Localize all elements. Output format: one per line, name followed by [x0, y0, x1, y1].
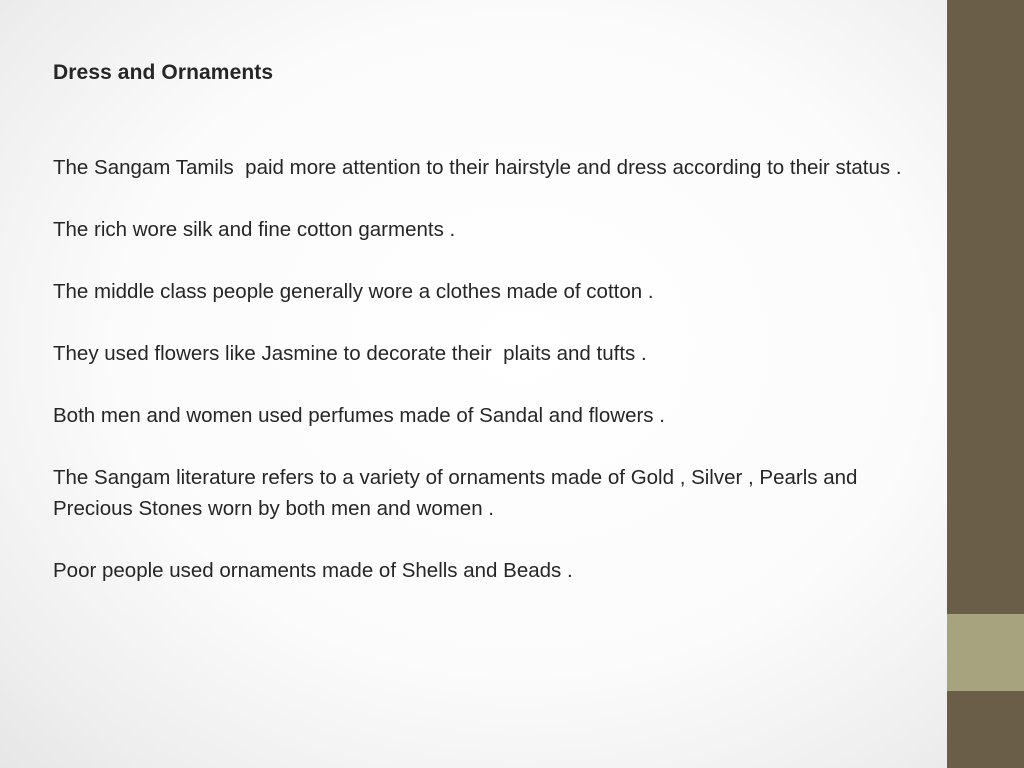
- slide-body: [53, 152, 933, 617]
- body-paragraph: Both men and women used perfumes made of Sandal and flowers .: [53, 404, 665, 427]
- body-paragraph: They used flowers like Jasmine to decorate their plaits and tufts .: [53, 342, 647, 365]
- body-paragraph: The rich wore silk and fine cotton garments .: [53, 218, 456, 241]
- body-paragraph: The Sangam Tamils paid more attention to their hairstyle and dress according to their status .: [53, 156, 902, 179]
- slide-title: Dress and Ornaments: [53, 61, 274, 84]
- body-paragraph: The middle class people generally wore a clothes made of cotton .: [53, 280, 654, 303]
- body-paragraph: Poor people used ornaments made of Shells and Beads .: [53, 559, 573, 582]
- sidebar-accent-block: [947, 614, 1024, 691]
- body-paragraph: The Sangam literature refers to a variety of ornaments made of Gold , Silver , Pearls and Precious Stones worn by both men and women .: [53, 466, 864, 520]
